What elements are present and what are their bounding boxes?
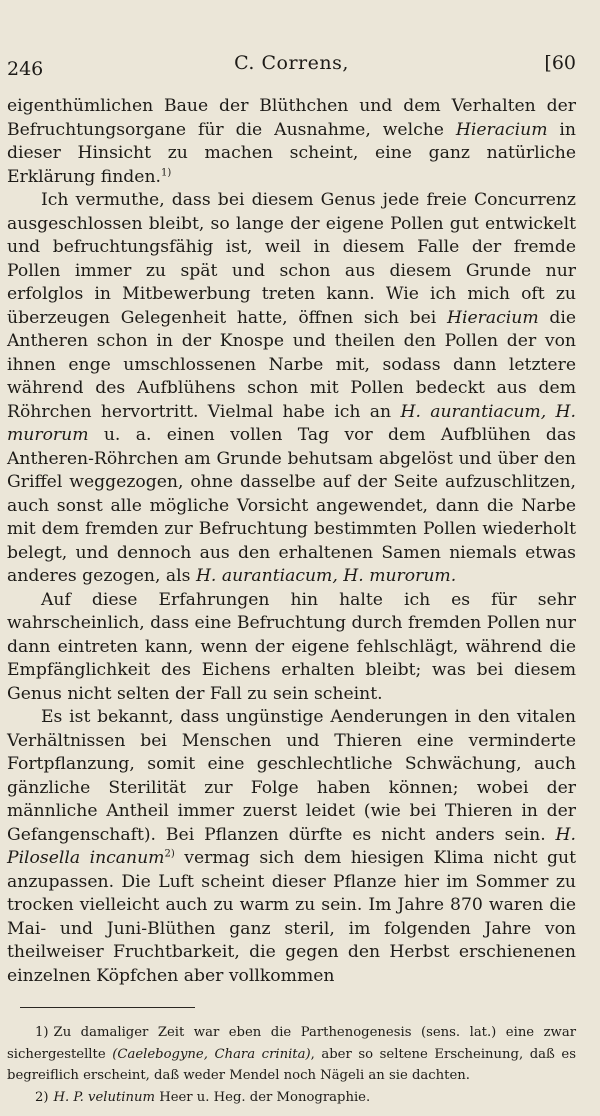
footnote-marker-1: 1) <box>160 166 172 178</box>
running-head-author: C. Correns, <box>234 52 349 74</box>
emphasis-species: H. aurantiacum, H. murorum <box>7 401 576 445</box>
paragraph-hypothesis: Ich vermuthe, dass bei diesem Genus jede freie Concurrenz ausgeschlossen bleibt, so lange der eigene Pollen gut entwickelt und befruchtungsfähig ist, weil in diesem Falle der fremde Pollen immer zu spät und schon aus diesem Grunde nur erfolglos in Mitbewerbung treten kann. Wie ich mich oft zu überzeugen Gelegenheit hatte, öffnen sich bei Hieracium die Antheren schon in der Knospe und theilen den Pollen der von ihnen enge umschlossenen Narbe mit, sodass dann letztere während des Aufblühens schon mit Pollen bedeckt aus dem Röhrchen hervortritt. Vielmal habe ich an H. aurantiacum, H. murorum u. a. einen vollen Tag vor dem Aufblühen das Antheren-Röhrchen am Grunde behutsam abgelöst und über den Griffel weggezogen, ohne dasselbe auf der Seite aufzuschlitzen, auch sonst alle mögliche Vorsicht angewendet, dann die Narbe mit dem fremden zur Befruchtung bestimmten Pollen wiederholt belegt, und dennoch aus den erhaltenen Samen niemals etwas anderes gezogen, als H. aurantiacum, H. murorum. <box>7 190 576 586</box>
paragraph-climate: Es ist bekannt, dass ungünstige Aenderungen in den vitalen Verhältnissen bei Menschen und Thieren eine verminderte Fortpflanzung, somit eine geschlechtliche Schwächung, auch gänzliche Sterilität zur Folge haben können; wobei der männliche Antheil immer zuerst leidet (wie bei Thieren in der Gefangenschaft). Bei Pflanzen dürfte es nicht anders sein. H. Pilosella incanum$^{2)}$ vermag sich dem hiesigen Klima nicht gut anzupassen. Die Luft scheint dieser Pflanze hier im Sommer zu trocken vielleicht auch zu warm zu sein. Im Jahre 870 waren die Mai- und Juni-Blüthen ganz steril, im folgenden Jahre von theilweiser Fruchtbarkeit, die gegen den Herbst erschienenen einzelnen Köpfchen aber vollkommen <box>7 707 577 986</box>
emphasis-hieracium: Hieracium <box>447 307 539 328</box>
emphasis-species: H. Pilosella incanum <box>7 824 576 868</box>
running-header <box>7 52 576 82</box>
footnote-1: 1) Zu damaliger Zeit war eben die Parthenogenesis (sens. lat.) eine zwar sichergestellte (Caelebogyne, Chara crinita), aber so seltene Erscheinung, daß es begreiflich erscheint, daß weder Mendel noch Nägeli an sie dachten. <box>7 1025 576 1083</box>
footnote-divider <box>20 1007 195 1008</box>
emphasis-species: H. aurantiacum, H. murorum. <box>195 566 457 586</box>
footnotes <box>7 1022 576 1108</box>
emphasis-hieracium: Hieracium <box>455 119 548 140</box>
paragraph-continuation: eigenthümlichen Baue der Blüthchen und dem Verhalten der Befruchtungsorgane für die Ausnahme, welche Hieracium in dieser Hinsicht zu machen scheint, eine ganz natürliche Erklärung finden.$^{1)}$ <box>7 96 576 187</box>
footnote-2: 2) H. P. velutinum Heer u. Heg. der Monographie. <box>35 1089 371 1105</box>
main-text <box>7 95 576 988</box>
original-page-reference: [60 <box>544 52 576 74</box>
footnote-marker-2: 2) <box>164 848 175 860</box>
paragraph-conclusion: Auf diese Erfahrungen hin halte ich es für sehr wahrscheinlich, dass eine Befruchtung durch fremden Pollen nur dann eintreten kann, wenn der eigene fehlschlägt, während die Empfänglichkeit des Eichens erhalten bleibt; was bei diesem Genus nicht selten der Fall zu sein scheint. <box>7 589 576 704</box>
page-number: 246 <box>7 58 44 80</box>
